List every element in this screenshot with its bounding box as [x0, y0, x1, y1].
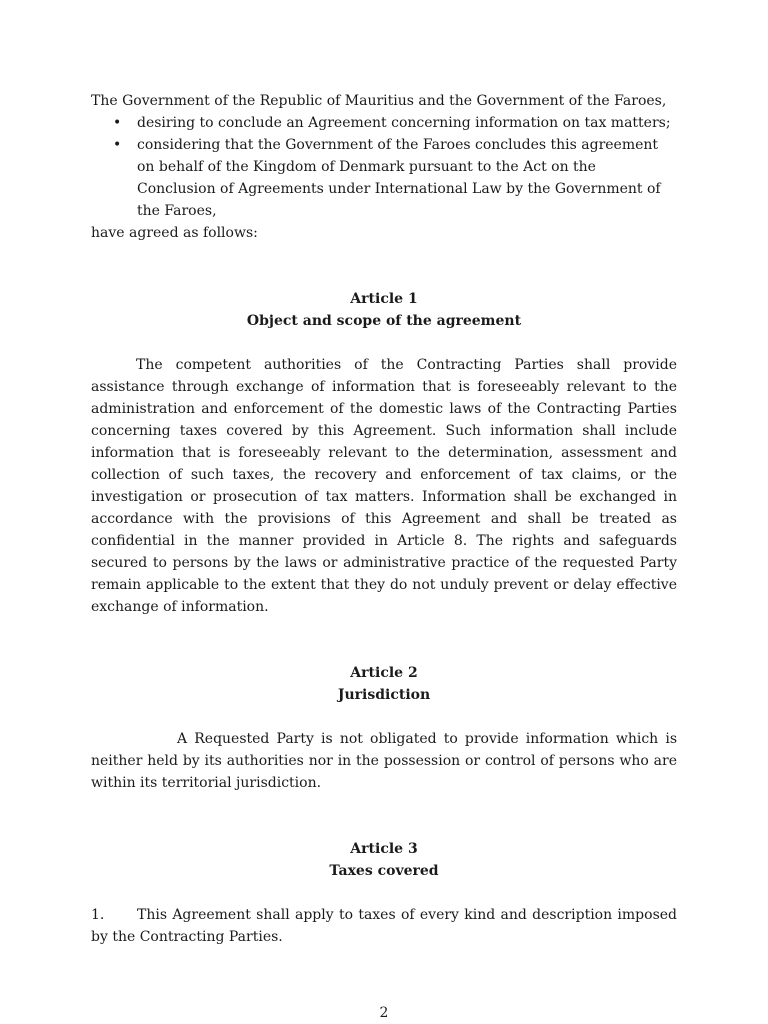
preamble-closing: have agreed as follows: — [91, 225, 258, 241]
preamble-bullet-list — [91, 112, 677, 222]
preamble-bullet-text: desiring to conclude an Agreement concerning information on tax matters; — [137, 115, 671, 131]
article-2-number: Article 2 — [350, 665, 418, 681]
preamble-bullet-text: considering that the Government of the Faroes concludes this agreement on behalf of the Kingdom of Denmark pursuant to the Act on the Conclusion of Agreements under International Law by the Government of the Faroes, — [137, 137, 661, 219]
article-1-body: The competent authorities of the Contracting Parties shall provide assistance through exchange of information that is foreseeably relevant to the administration and enforcement of the domestic laws of the Contracting Parties concerning taxes covered by this Agreement. Such information shall include information that is foreseeably relevant to the determination, assessment and collection of such taxes, the recovery and enforcement of tax claims, or the investigation or prosecution of tax matters. Information shall be exchanged in accordance with the provisions of this Agreement and shall be treated as confidential in the manner provided in Article 8. The rights and safeguards secured to persons by the laws or administrative practice of the requested Party remain applicable to the extent that they do not unduly prevent or delay effective exchange of information. — [91, 357, 677, 615]
document-page — [91, 90, 677, 948]
preamble-bullet-item — [91, 112, 677, 134]
article-3-number: Article 3 — [350, 841, 418, 857]
bullet-icon: • — [113, 137, 122, 153]
article-1-number: Article 1 — [350, 291, 418, 307]
article-3-title: Taxes covered — [329, 863, 439, 879]
article-2-body: A Requested Party is not obligated to provide information which is neither held by its authorities nor in the possession or control of persons who are within its territorial jurisdiction. — [91, 731, 677, 791]
page-number: 2 — [379, 1005, 389, 1021]
article-3-paragraph-text: This Agreement shall apply to taxes of every kind and description imposed by the Contracting Parties. — [91, 907, 677, 945]
article-2-title: Jurisdiction — [337, 687, 431, 703]
bullet-icon: • — [113, 115, 122, 131]
article-1-title: Object and scope of the agreement — [246, 313, 522, 329]
article-3-paragraph-number: 1. — [91, 907, 105, 923]
article-3-paragraph-1 — [91, 904, 677, 948]
preamble-bullet-item — [91, 134, 677, 222]
preamble-opening: The Government of the Republic of Mauritius and the Government of the Faroes, — [91, 93, 667, 109]
